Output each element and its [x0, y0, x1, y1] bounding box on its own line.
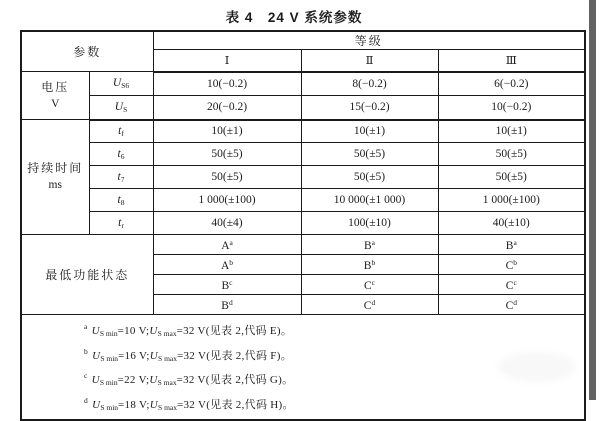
param-symbol-tf: $t_f$: [89, 120, 153, 143]
param-symbol-t8: $t_8$: [89, 189, 153, 212]
status-cell: $C^b$: [438, 255, 585, 275]
value-cell: 10(±1): [153, 120, 301, 143]
table-title: 表 4 24 V 系统参数: [225, 10, 363, 25]
table-row: [21, 96, 585, 120]
param-symbol-us6: $U_{S6}$: [89, 72, 153, 96]
value-cell: 100(±10): [301, 212, 438, 235]
value-cell: 10(−0.2): [438, 96, 585, 120]
value-cell: 1 000(±100): [438, 189, 585, 212]
status-cell: $B^c$: [153, 275, 301, 295]
group-voltage: [21, 72, 89, 120]
value-cell: 20(−0.2): [153, 96, 301, 120]
value-cell: 10 000(±1 000): [301, 189, 438, 212]
footnote-d: $^d$ $U_{S min}=18$ $V;U_{S max}=32$ V(见表 2,代码 H)。: [84, 395, 294, 412]
value-cell: 10(±1): [301, 120, 438, 143]
value-cell: 15(−0.2): [301, 96, 438, 120]
status-cell: $B^b$: [301, 255, 438, 275]
status-cell: $C^c$: [438, 275, 585, 295]
scan-shadow-edge: [589, 0, 596, 400]
table-row: [21, 120, 585, 143]
status-cell: $B^a$: [438, 235, 585, 255]
status-cell: $C^c$: [301, 275, 438, 295]
value-cell: 50(±5): [153, 166, 301, 189]
table-row: [21, 166, 585, 189]
param-symbol-tr: $t_r$: [89, 212, 153, 235]
value-cell: 1 000(±100): [153, 189, 301, 212]
table-row: [21, 212, 585, 235]
value-cell: 50(±5): [438, 166, 585, 189]
param-symbol-t6: $t_6$: [89, 143, 153, 166]
param-symbol-t7: $t_7$: [89, 166, 153, 189]
footnote-c: $^c$ $U_{S min}=22$ $V;U_{S max}=32$ V(见表 2,代码 G)。: [84, 371, 294, 388]
status-cell: $C^d$: [438, 295, 585, 315]
value-cell: 50(±5): [153, 143, 301, 166]
level-col-2: Ⅱ: [301, 50, 438, 72]
value-cell: 40(±4): [153, 212, 301, 235]
header-row-level: [21, 31, 585, 50]
group-min-functional-status: 最低功能状态: [21, 235, 153, 315]
value-cell: 10(−0.2): [153, 72, 301, 96]
group-duration-label: 持续时间: [27, 161, 84, 176]
footnote-a: $^a$ $U_{S min}=10$ $V;U_{S max}=32$ V(见表 2,代码 E)。: [84, 322, 293, 338]
status-cell: $C^d$: [301, 295, 438, 315]
param-header: 参数: [21, 31, 153, 72]
footnote-b: $^b$ $U_{S min}=16$ $V;U_{S max}=32$ V(见表 2,代码 F)。: [84, 346, 292, 363]
value-cell: 50(±5): [438, 143, 585, 166]
param-symbol-us: $U_S$: [89, 96, 153, 120]
value-cell: 50(±5): [301, 143, 438, 166]
status-cell: $B^d$: [153, 295, 301, 315]
group-duration-unit: ms: [48, 179, 62, 192]
faint-watermark: [498, 352, 576, 382]
value-cell: 8(−0.2): [301, 72, 438, 96]
group-voltage-unit: V: [51, 97, 60, 110]
group-voltage-label: 电压: [41, 79, 70, 94]
status-cell: $A^a$: [153, 235, 301, 255]
level-col-1: Ⅰ: [153, 50, 301, 72]
table-row: [21, 143, 585, 166]
group-duration: [21, 120, 89, 235]
table-row: [21, 189, 585, 212]
value-cell: 10(±1): [438, 120, 585, 143]
level-header: 等级: [153, 31, 585, 50]
table-row: [21, 72, 585, 96]
value-cell: 6(−0.2): [438, 72, 585, 96]
status-cell: $B^a$: [301, 235, 438, 255]
status-cell: $A^b$: [153, 255, 301, 275]
level-col-3: Ⅲ: [438, 50, 585, 72]
table-row: [21, 235, 585, 255]
value-cell: 40(±10): [438, 212, 585, 235]
value-cell: 50(±5): [301, 166, 438, 189]
